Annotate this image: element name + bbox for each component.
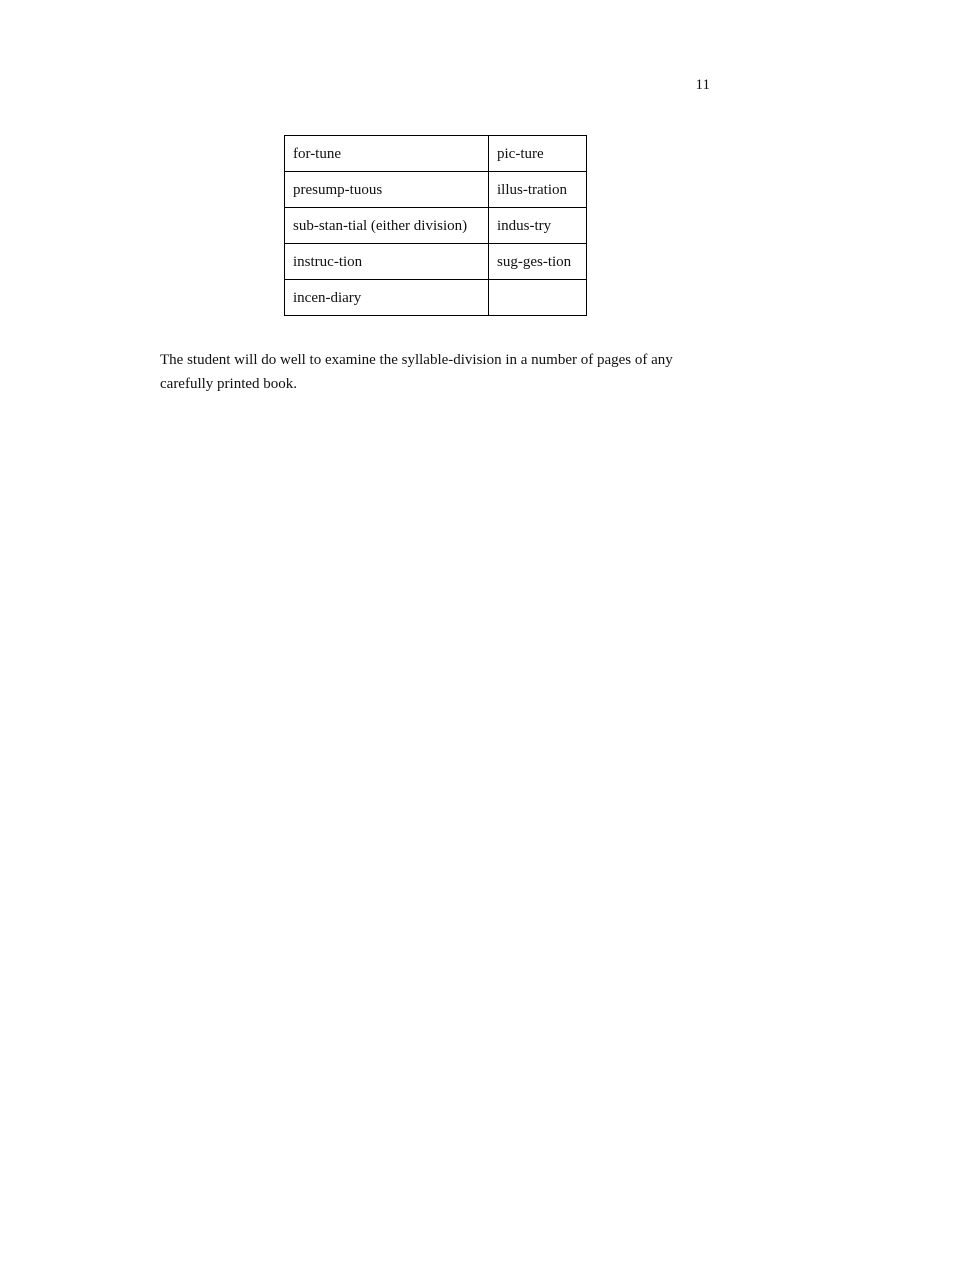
table-cell: for-tune [285,136,489,172]
body-paragraph [160,348,760,396]
table-cell: illus-tration [489,172,587,208]
paragraph-line: carefully printed book. [160,376,298,392]
table-cell: sug-ges-tion [489,244,587,280]
syllable-division-table [284,135,587,316]
page-number: 11 [695,77,710,93]
table-cell: presump-tuous [285,172,489,208]
table-row [285,244,587,280]
table-row [285,208,587,244]
table-cell: instruc-tion [285,244,489,280]
table-cell-empty [489,280,587,316]
table-cell: sub-stan-tial (either division) [285,208,489,244]
table-row [285,172,587,208]
table-row [285,280,587,316]
paragraph-line: The student will do well to examine the syllable-division in a number of pages of any [160,352,673,368]
table-cell: pic-ture [489,136,587,172]
table-cell: incen-diary [285,280,489,316]
table-row [285,136,587,172]
table-cell: indus-try [489,208,587,244]
